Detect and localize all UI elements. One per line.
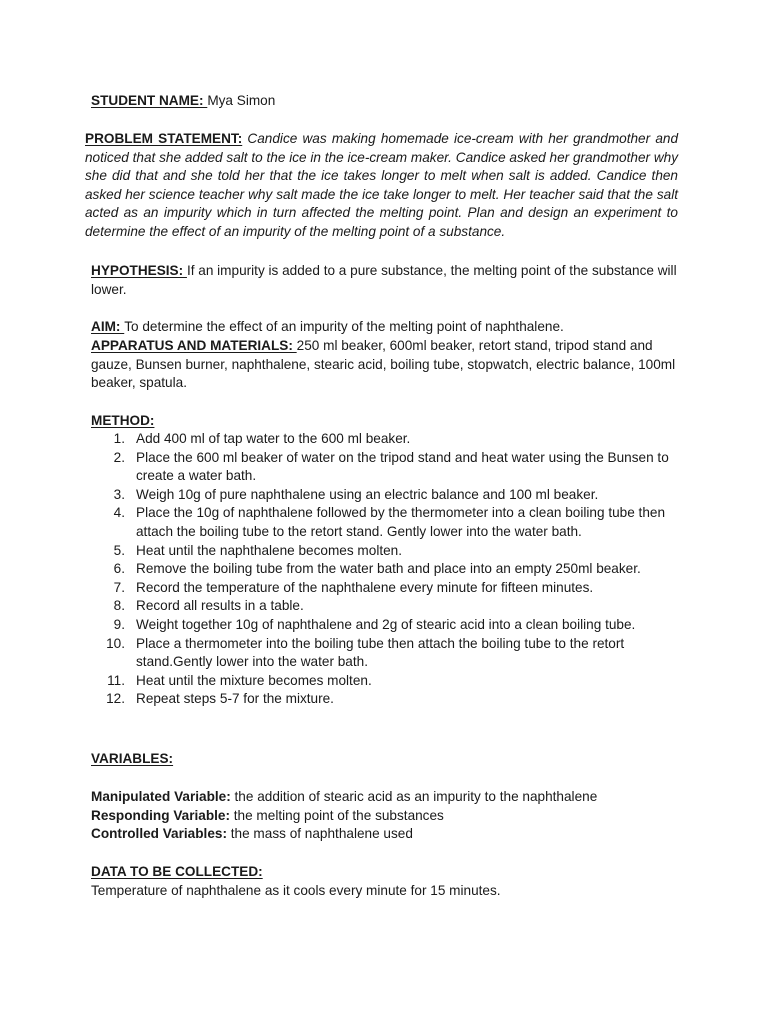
responding-variable [91, 807, 691, 826]
problem-statement [85, 130, 678, 242]
variables-list [91, 788, 691, 844]
method-step-number: 10. [106, 635, 125, 651]
method-step [91, 635, 686, 672]
data-to-be-collected [91, 863, 691, 900]
student-name-line [91, 92, 691, 111]
method-step-text: Heat until the naphthalene becomes molten. [136, 542, 403, 558]
aim [91, 318, 681, 337]
hypothesis-text: If an impurity is added to a pure substance, the melting point of the substance will lower. [91, 263, 677, 297]
problem-statement-label: PROBLEM STATEMENT: [85, 131, 243, 146]
method-step-number: 5. [113, 542, 125, 558]
method-step [91, 560, 686, 579]
method-step [91, 504, 686, 541]
method-step-text: Place the 10g of naphthalene followed by the thermometer into a clean boiling tube then attach the boiling tube to the retort stand. Gently lower into the water bath. [136, 505, 666, 539]
controlled-variables [91, 825, 691, 844]
method-step-text: Heat until the mixture becomes molten. [136, 672, 372, 688]
method-step-text: Record the temperature of the naphthalene every minute for fifteen minutes. [136, 579, 594, 595]
method-step-number: 9. [113, 616, 125, 632]
method-step [91, 542, 686, 561]
method-step [91, 597, 686, 616]
method-heading [91, 412, 391, 431]
apparatus-text: 250 ml beaker, 600ml beaker, retort stand, tripod stand and gauze, Bunsen burner, naphthalene, stearic acid, boiling tube, stopwatch, electric balance, 100ml beaker, spatula. [91, 338, 676, 391]
responding-variable-text: the melting point of the substances [229, 807, 444, 823]
manipulated-variable-label: Manipulated Variable: [91, 789, 231, 804]
manipulated-variable-text: the addition of stearic acid as an impurity to the naphthalene [230, 789, 598, 804]
method-step-number: 4. [113, 505, 125, 521]
problem-statement-text: Candice was making homemade ice-cream with her grandmother and noticed that she added salt to the ice in the ice-cream maker. Candice asked her grandmother why she did that and she told her that the ice takes longer to melt when salt is added. Candice then asked her science teacher why salt made the ice take longer to melt. Her teacher said that the salt acted as an impurity which in turn affected the melting point. Plan and design an experiment to determine the effect of an impurity of the melting point of a substance. [85, 131, 679, 239]
aim-text: To determine the effect of an impurity of the melting point of naphthalene. [124, 319, 564, 334]
aim-label: AIM: [91, 319, 125, 334]
hypothesis-label: HYPOTHESIS: [91, 263, 187, 278]
method-step [91, 579, 686, 598]
manipulated-variable [91, 788, 691, 807]
method-step-text: Weight together 10g of naphthalene and 2g of stearic acid into a clean boiling tube. [136, 616, 636, 632]
method-steps [91, 430, 686, 709]
method-step-number: 12. [106, 691, 125, 707]
data-collected-label: DATA TO BE COLLECTED: [91, 864, 263, 879]
controlled-variables-label: Controlled Variables: [91, 826, 227, 842]
method-step [91, 486, 686, 505]
method-step-number: 1. [113, 431, 125, 446]
method-step [91, 672, 686, 691]
method-step [91, 690, 686, 709]
data-collected-text: Temperature of naphthalene as it cools every minute for 15 minutes. [91, 882, 501, 898]
method-step-text: Record all results in a table. [136, 598, 304, 614]
variables-heading [91, 750, 391, 769]
apparatus-label: APPARATUS AND MATERIALS: [91, 338, 297, 353]
hypothesis [91, 262, 681, 299]
student-name-value: Mya Simon [207, 93, 276, 108]
student-name-label: STUDENT NAME: [91, 93, 208, 108]
method-step-text: Place the 600 ml beaker of water on the tripod stand and heat water using the Bunsen to create a water bath. [136, 449, 669, 484]
responding-variable-label: Responding Variable: [91, 807, 230, 823]
method-step-text: Repeat steps 5-7 for the mixture. [136, 691, 334, 707]
method-step-number: 11. [107, 672, 125, 688]
method-step-text: Remove the boiling tube from the water bath and place into an empty 250ml beaker. [136, 561, 641, 577]
method-step [91, 430, 686, 449]
variables-label: VARIABLES: [91, 751, 174, 766]
method-list [91, 430, 686, 709]
method-step [91, 449, 686, 486]
method-step-number: 7. [113, 579, 125, 595]
method-step-text: Add 400 ml of tap water to the 600 ml beaker. [136, 431, 411, 446]
method-step-number: 6. [113, 561, 125, 577]
apparatus-and-materials [91, 337, 681, 393]
method-step-number: 2. [113, 449, 125, 465]
method-step-number: 8. [113, 598, 125, 614]
method-label: METHOD: [91, 413, 155, 428]
method-step-number: 3. [113, 486, 125, 502]
method-step-text: Place a thermometer into the boiling tube then attach the boiling tube to the retort stand.Gently lower into the water bath. [136, 635, 625, 670]
controlled-variables-text: the mass of naphthalene used [226, 826, 413, 842]
method-step-text: Weigh 10g of pure naphthalene using an electric balance and 100 ml beaker. [136, 486, 599, 502]
method-step [91, 616, 686, 635]
